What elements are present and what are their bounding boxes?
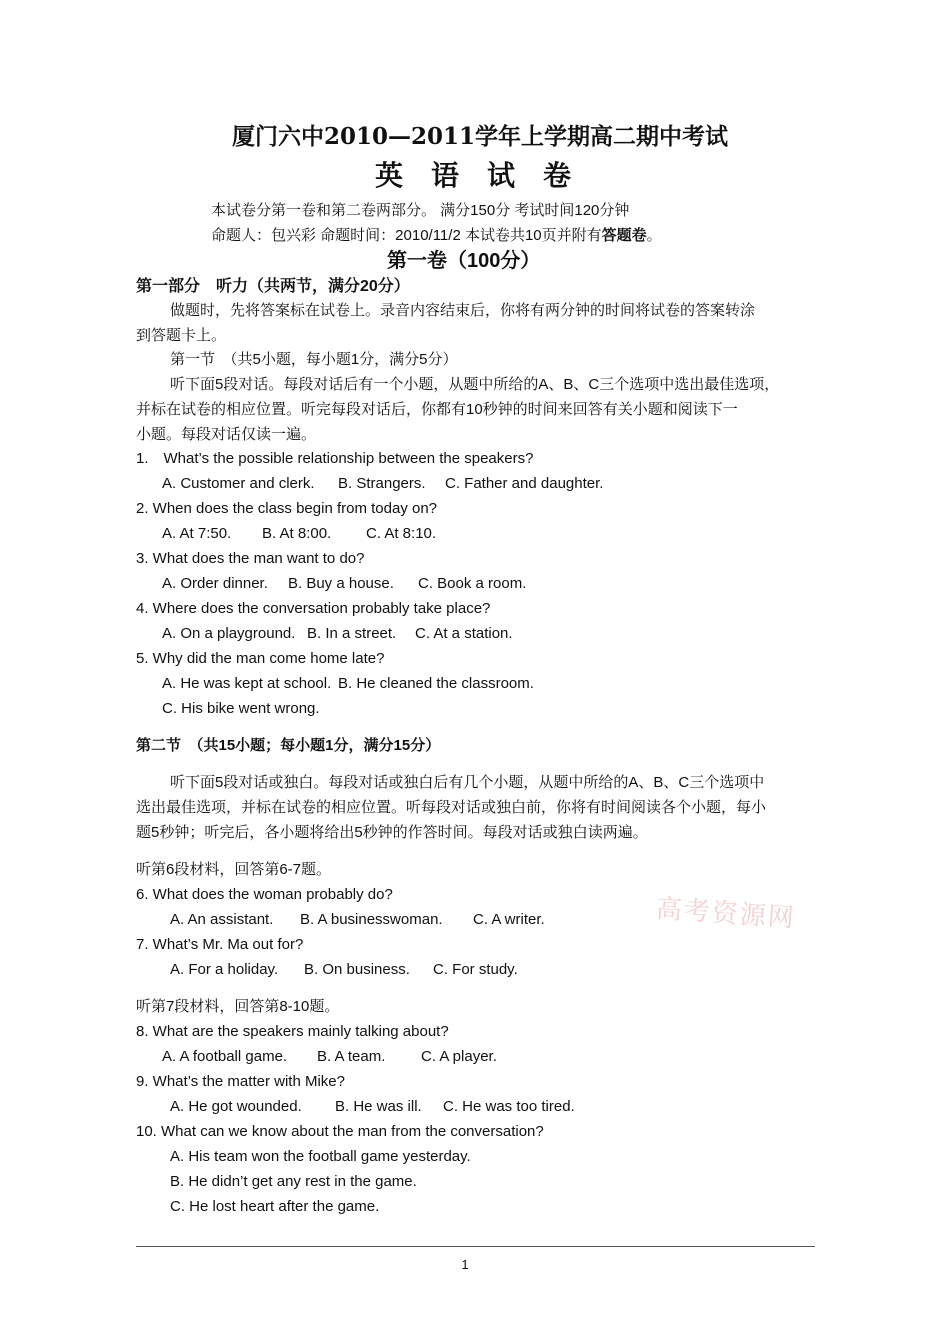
option: B. At 8:00. (262, 525, 332, 542)
option: C. Book a room. (418, 575, 527, 592)
section2-heading: 第二节 （共15小题；每小题1分，满分15分） (136, 737, 441, 754)
section1-heading: 第一节 （共5小题，每小题1分，满分5分） (170, 351, 458, 368)
question-4-options (162, 624, 513, 644)
section2-instr-line3: 题5秒钟；听完后，各小题将给出5秒钟的作答时间。每段对话或独白读两遍。 (136, 824, 648, 841)
option: C. He was too tired. (443, 1098, 575, 1115)
option: C. At a station. (415, 625, 513, 642)
exam-title: 厦门六中2010—2011学年上学期高二期中考试 (232, 123, 729, 150)
footer-divider (136, 1246, 815, 1247)
question-1-options (162, 474, 603, 494)
option: A. Order dinner. (162, 575, 268, 592)
question-10-option-a: A. His team won the football game yesterday. (170, 1148, 471, 1165)
option: A. He got wounded. (170, 1098, 302, 1115)
watermark-stamp: 高考资源网 (654, 894, 797, 934)
question-6-options (170, 910, 545, 930)
option: B. He cleaned the classroom. (338, 675, 534, 692)
exam-info-author: 命题人：包兴彩 命题时间：2010/11/2 本试卷共10页并附有 (211, 227, 602, 244)
option: C. At 8:10. (366, 525, 437, 542)
question-1: 1. What’s the possible relationship between the speakers? (136, 450, 534, 467)
section2-instr-line2: 选出最佳选项，并标在试卷的相应位置。听每段对话或独白前，你将有时间阅读各个小题，每小 (136, 799, 767, 816)
section2-instr-line1: 听下面5段对话或独白。每段对话或独白后有几个小题，从题中所给的A、B、C三个选项中 (170, 774, 765, 791)
option: B. On business. (304, 961, 410, 978)
question-7: 7. What’s Mr. Ma out for? (136, 936, 304, 953)
option: A. For a holiday. (170, 961, 279, 978)
option: B. A team. (317, 1048, 386, 1065)
exam-info-line1: 本试卷分第一卷和第二卷两部分。 满分150分 考试时间120分钟 (211, 202, 630, 219)
question-2-options (162, 524, 436, 544)
exam-subtitle: 英 语 试 卷 (375, 159, 572, 192)
option: C. A player. (421, 1048, 497, 1065)
question-3: 3. What does the man want to do? (136, 550, 365, 567)
part1-intro-line2: 到答题卡上。 (136, 327, 227, 344)
question-6: 6. What does the woman probably do? (136, 886, 393, 903)
option: B. He was ill. (335, 1098, 422, 1115)
question-2: 2. When does the class begin from today on? (136, 500, 438, 517)
question-8-options (162, 1047, 497, 1067)
option: C. For study. (433, 961, 518, 978)
question-5: 5. Why did the man come home late? (136, 650, 385, 667)
option: B. In a street. (307, 625, 397, 642)
part1-intro-line1: 做题时，先将答案标在试卷上。录音内容结束后，你将有两分钟的时间将试卷的答案转涂 (170, 302, 756, 319)
option: B. Buy a house. (288, 575, 394, 592)
section1-instr-line1: 听下面5段对话。每段对话后有一个小题，从题中所给的A、B、C三个选项中选出最佳选项， (170, 376, 780, 393)
exam-info-line2 (211, 226, 662, 246)
part1-heading: 第一部分 听力（共两节，满分20分） (136, 278, 410, 295)
option: A. A football game. (162, 1048, 288, 1065)
option: A. He was kept at school. (162, 675, 332, 692)
question-5-option-c: C. His bike went wrong. (162, 700, 320, 717)
question-7-options (170, 960, 518, 980)
question-10: 10. What can we know about the man from the conversation? (136, 1123, 544, 1140)
exam-info-end: 。 (646, 227, 662, 244)
question-8: 8. What are the speakers mainly talking about? (136, 1023, 449, 1040)
option: A. An assistant. (170, 911, 274, 928)
section1-instr-line2: 并标在试卷的相应位置。听完每段对话后，你都有10秒钟的时间来回答有关小题和阅读下一 (136, 401, 738, 418)
question-5-options (162, 674, 534, 694)
question-10-option-c: C. He lost heart after the game. (170, 1198, 380, 1215)
answer-sheet-label: 答题卷 (601, 227, 647, 244)
option: B. A businesswoman. (300, 911, 443, 928)
option: A. Customer and clerk. (162, 475, 315, 492)
section1-instr-line3: 小题。每段对话仅读一遍。 (136, 426, 317, 443)
option: B. Strangers. (338, 475, 426, 492)
option: A. At 7:50. (162, 525, 232, 542)
volume-heading: 第一卷（100分） (387, 250, 541, 272)
material6-label: 听第6段材料，回答第6-7题。 (136, 861, 332, 878)
option: A. On a playground. (162, 625, 296, 642)
question-3-options (162, 574, 526, 594)
option: C. Father and daughter. (445, 475, 604, 492)
question-9: 9. What’s the matter with Mike? (136, 1073, 345, 1090)
page-number: 1 (461, 1257, 469, 1272)
question-4: 4. Where does the conversation probably take place? (136, 600, 491, 617)
question-9-options (170, 1097, 575, 1117)
question-10-option-b: B. He didn’t get any rest in the game. (170, 1173, 417, 1190)
option: C. A writer. (473, 911, 545, 928)
material7-label: 听第7段材料，回答第8-10题。 (136, 998, 340, 1015)
